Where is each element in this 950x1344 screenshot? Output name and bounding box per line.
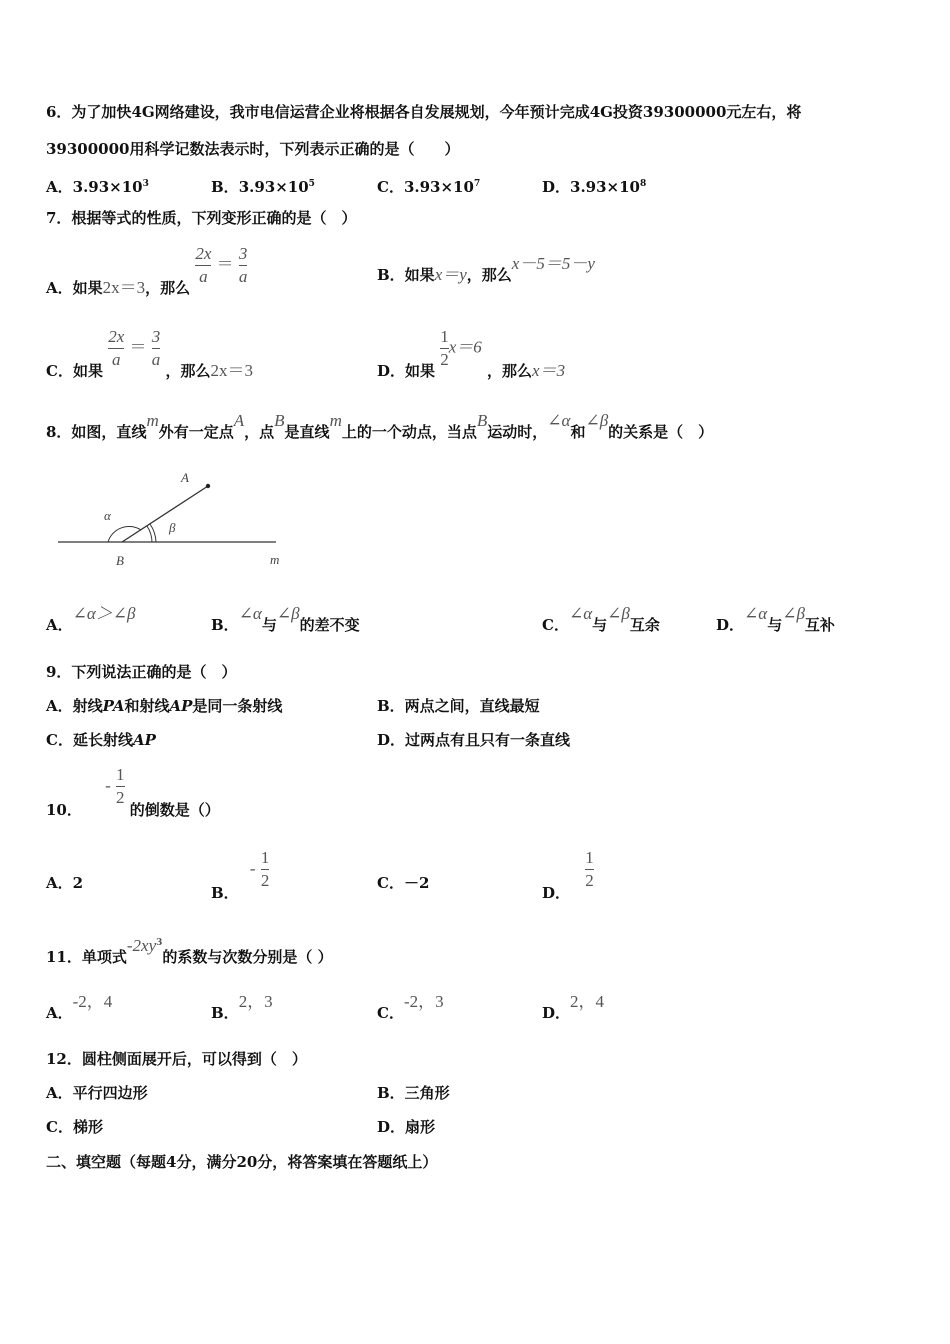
q6-option-b: B．$3.93\times 10^5$: [211, 178, 315, 196]
q11-option-c: C．-2，3: [377, 992, 444, 1022]
q12-stem: 12．圆柱侧面展开后，可以得到（ ）: [46, 1050, 307, 1068]
label-beta: β: [169, 520, 176, 535]
q7-c-fraction-right: $\frac{3}{a}$: [151, 327, 161, 369]
q11-option-d: D．2，4: [542, 992, 605, 1022]
q10-fraction: $\frac{1}{2}$: [116, 765, 125, 807]
section-heading: 二、填空题（每题4分，满分20分，将答案填在答题纸上）: [46, 1153, 438, 1171]
q9-option-b: B．两点之间，直线最短: [377, 697, 540, 715]
q6-line2: 39300000用科学记数法表示时，下列表示正确的是（ ）: [46, 140, 460, 158]
q10-option-a: A．2: [46, 874, 84, 892]
point-a: [206, 484, 210, 488]
q12-option-a: A．平行四边形: [46, 1084, 148, 1102]
q10-option-d: D． $\frac{1}{2}$: [542, 848, 594, 902]
q8-figure: [50, 462, 300, 577]
q10-option-b: B． - $\frac{1}{2}$: [211, 848, 270, 902]
q12-option-b: B．三角形: [377, 1084, 450, 1102]
q7-option-c: C．如果 $\frac{2x}{a}$ ＝ $\frac{3}{a}$ ，那么2x＝3: [46, 327, 253, 380]
q6-option-c: C．$3.93\times 10^7$: [377, 178, 481, 196]
q9-option-c: C．延长射线AP: [46, 731, 156, 749]
q7-option-b: B．如果x＝y，那么x－5＝5－y: [377, 254, 595, 284]
q7-option-a: A．如果2x＝3，那么 $\frac{2x}{a}$ ＝ $\frac{3}{a}$: [46, 244, 248, 297]
q7-option-d: D．如果 $\frac{1}{2}$ x＝6 ，那么x＝3: [377, 327, 566, 380]
q7-stem: 7．根据等式的性质，下列变形正确的是（ ）: [46, 209, 357, 227]
q7-c-fraction-left: $\frac{2x}{a}$: [108, 327, 125, 369]
q8-option-b: B．∠α与∠β的差不变: [211, 604, 360, 634]
q12-option-d: D．扇形: [377, 1118, 436, 1136]
label-alpha: α: [104, 508, 111, 523]
q9-stem: 9．下列说法正确的是（ ）: [46, 663, 237, 681]
q10-b-fraction: $\frac{1}{2}$: [260, 848, 270, 890]
q7-d-fraction: $\frac{1}{2}$: [440, 327, 449, 369]
q11-stem: 11．单项式$-2xy^3$的系数与次数分别是（ ）: [46, 936, 333, 966]
label-b: B: [116, 553, 124, 568]
q10-d-fraction: $\frac{1}{2}$: [585, 848, 594, 890]
q8-option-c: C．∠α与∠β互余: [542, 604, 660, 634]
q7-a-fraction-left: $\frac{2x}{a}$: [195, 244, 212, 286]
q11-option-b: B．2，3: [211, 992, 273, 1022]
q8-option-a: A．∠α＞∠β: [46, 604, 136, 634]
q6-option-d: D．$3.93\times 10^8$: [542, 178, 647, 196]
q11-option-a: A．-2，4: [46, 992, 113, 1022]
label-a: A: [181, 470, 189, 485]
label-m: m: [270, 552, 280, 567]
q12-option-c: C．梯形: [46, 1118, 103, 1136]
q6-option-a: A．$3.93\times 10^3$: [46, 178, 149, 196]
q9-option-a: A．射线PA和射线AP是同一条射线: [46, 697, 283, 715]
q8-option-d: D．∠α与∠β互补: [716, 604, 835, 634]
q8-stem: 8．如图，直线m外有一定点A，点B是直线m上的一个动点，当点B运动时，∠α和∠β的关系是（ ）: [46, 411, 714, 441]
q10-option-c: C．－2: [377, 874, 430, 892]
ray-ba: [122, 486, 208, 542]
arc-beta-1: [147, 526, 152, 542]
q10-stem: 10． - $\frac{1}{2}$ 的倒数是（）: [46, 765, 220, 819]
q7-a-fraction-right: $\frac{3}{a}$: [238, 244, 248, 286]
q9-option-d: D．过两点有且只有一条直线: [377, 731, 571, 749]
q6-line1: 6．为了加快4G网络建设，我市电信运营企业将根据各自发展规划，今年预计完成4G投资39300000元左右，将: [46, 103, 802, 121]
